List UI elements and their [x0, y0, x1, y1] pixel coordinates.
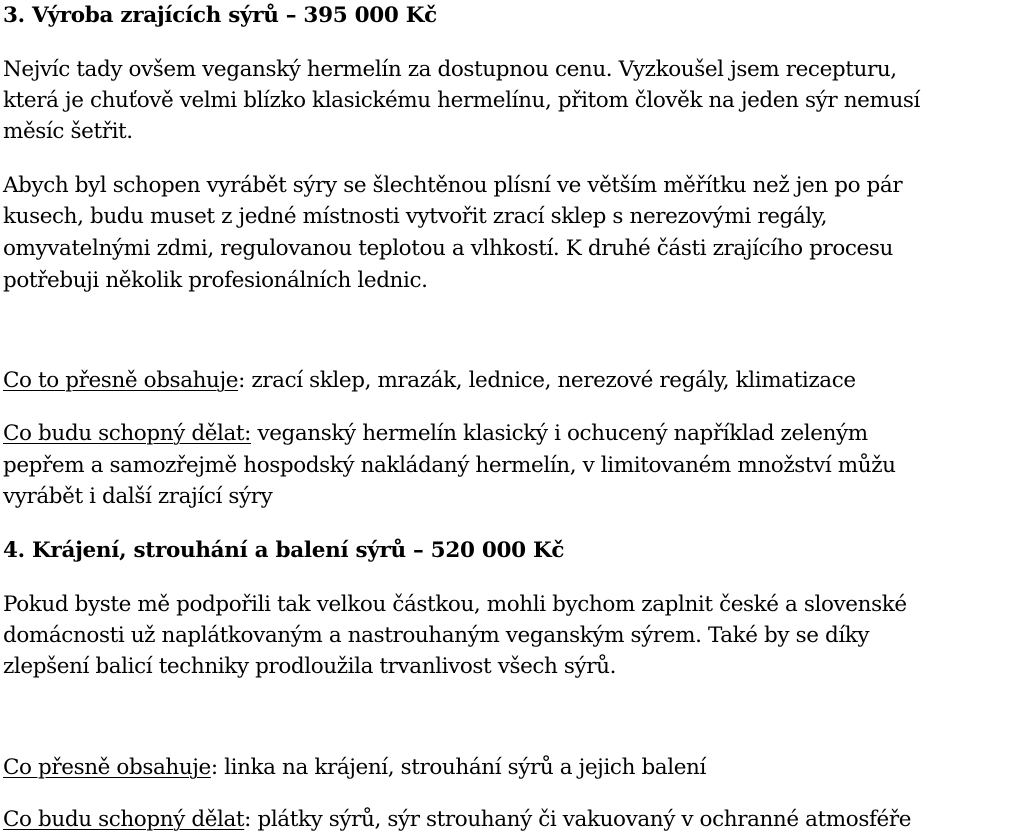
section-4-paragraph-1-line-2: domácnosti už naplátkovaným a nastrouhaným veganským sýrem. Také by se díky — [3, 623, 870, 648]
section-3-paragraph-2-line-1: Abych byl schopen vyrábět sýry se šlechtěnou plísní ve větším měřítku než jen po pár — [3, 173, 903, 198]
section-3-able-text-1: veganský hermelín klasický i ochucený například zeleným — [251, 421, 868, 446]
section-4-contains-text: : linka na krájení, strouhání sýrů a jejich balení — [210, 755, 706, 780]
section-4-heading: 4. Krájení, strouhání a balení sýrů – 520 000 Kč — [3, 538, 565, 563]
section-3-paragraph-1-line-2: která je chuťově velmi blízko klasickému hermelínu, přitom člověk na jeden sýr nemusí — [3, 88, 921, 113]
section-4-able-label: Co budu schopný dělat — [3, 807, 245, 832]
section-3-able-label: Co budu schopný dělat: — [3, 421, 252, 446]
section-3-paragraph-1-line-3: měsíc šetřit. — [3, 119, 133, 144]
section-3-able-line-2: pepřem a samozřejmě hospodský nakládaný hermelín, v limitovaném množství můžu — [3, 453, 896, 478]
section-3-able-line-3: vyrábět i další zrající sýry — [3, 484, 273, 509]
section-4-contains-label: Co přesně obsahuje — [3, 755, 211, 780]
section-4-able — [3, 804, 911, 835]
section-3-paragraph-1-line-1: Nejvíc tady ovšem veganský hermelín za dostupnou cenu. Vyzkoušel jsem recepturu, — [3, 57, 897, 82]
section-3-paragraph-2-line-2: kusech, budu muset z jedné místnosti vytvořit zrací sklep s nerezovými regály, — [3, 204, 828, 229]
section-3-contains-label: Co to přesně obsahuje — [3, 368, 239, 393]
section-3-paragraph-2-line-3: omyvatelnými zdmi, regulovanou teplotou a vlhkostí. K druhé části zrajícího procesu — [3, 236, 893, 261]
section-3-heading: 3. Výroba zrajících sýrů – 395 000 Kč — [3, 3, 437, 28]
section-3-contains-text: : zrací sklep, mrazák, lednice, nerezové regály, klimatizace — [238, 368, 856, 393]
section-4-contains — [3, 752, 706, 783]
section-4-paragraph-1-line-3: zlepšení balicí techniky prodloužila trvanlivost všech sýrů. — [3, 654, 617, 679]
section-4-able-text: : plátky sýrů, sýr strouhaný či vakuovaný v ochranné atmosféře — [244, 807, 912, 832]
section-4-paragraph-1-line-1: Pokud byste mě podpořili tak velkou částkou, mohli bychom zaplnit české a slovenské — [3, 592, 907, 617]
section-3-able-line-1 — [3, 418, 868, 449]
section-3-contains — [3, 365, 856, 396]
section-3-paragraph-2-line-4: potřebuji několik profesionálních lednic. — [3, 268, 428, 293]
